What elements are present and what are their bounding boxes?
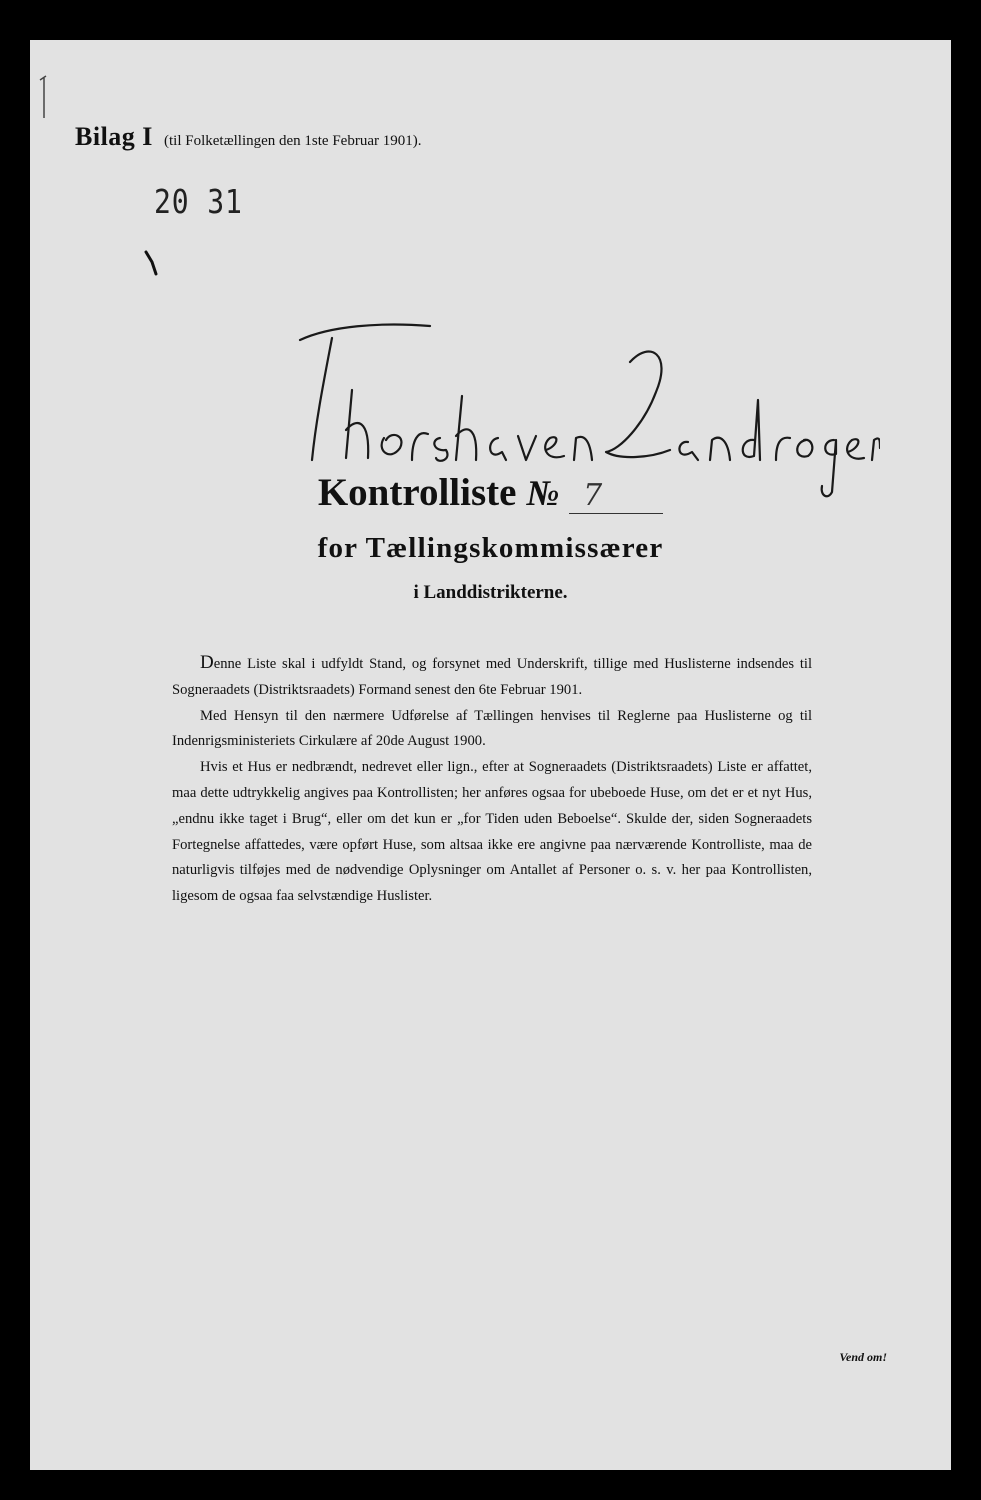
document-title: [30, 470, 951, 515]
list-number: 7: [569, 479, 663, 514]
tick-mark: [142, 248, 162, 278]
archive-number: 20 31: [154, 182, 243, 221]
bilag-subtitle: (til Folketællingen den 1ste Februar 1901).: [164, 133, 422, 149]
document-page: [30, 40, 951, 1470]
edge-mark: [30, 70, 60, 130]
vend-om-note: Vend om!: [839, 1350, 887, 1364]
bilag-label: Bilag I: [75, 122, 153, 151]
instruction-paragraph: Med Hensyn til den nærmere Udførelse af Tællingen henvises til Reglerne paa Huslisterne og til Indenrigsministeriets Cirkulære af 20de August 1900.: [172, 707, 812, 750]
bilag-header: [75, 122, 421, 152]
instruction-paragraph: Hvis et Hus er nedbrændt, nedrevet eller lign., efter at Sogneraadets (Distriktsraadets) Liste er affattet, maa dette udtrykkelig angives paa Kontrollisten; her anføres ogsaa for ubeboede Huse, om det er et nyt Hus, „endnu ikke taget i Brug“, eller om det kun er „for Tiden uden Beboelse“. Skulde der, siden Sogneraadets Fortegnelse affattedes, være opført Huse, som altsaa ikke ere angivne paa nærværende Kontrolliste, maa de naturligvis tilføjes med de nødvendige Oplysninger om Antallet af Personer o. s. v. her paa Kontrollisten, ligesom de ogsaa faa selvstændige Huslister.: [172, 759, 812, 905]
instructions-text: [172, 650, 812, 910]
subtitle-commissioners: for Tællingskommissærer: [317, 532, 664, 564]
subtitle-districts: i Landdistrikterne.: [413, 582, 568, 603]
number-mark: №: [526, 473, 560, 513]
title-main: Kontrolliste: [317, 471, 517, 514]
instruction-paragraph: Denne Liste skal i udfyldt Stand, og forsynet med Underskrift, tillige med Huslisterne indsendes til Sogneraadets (Distriktsraadets) Formand senest den 6te Februar 1901.: [172, 652, 812, 698]
